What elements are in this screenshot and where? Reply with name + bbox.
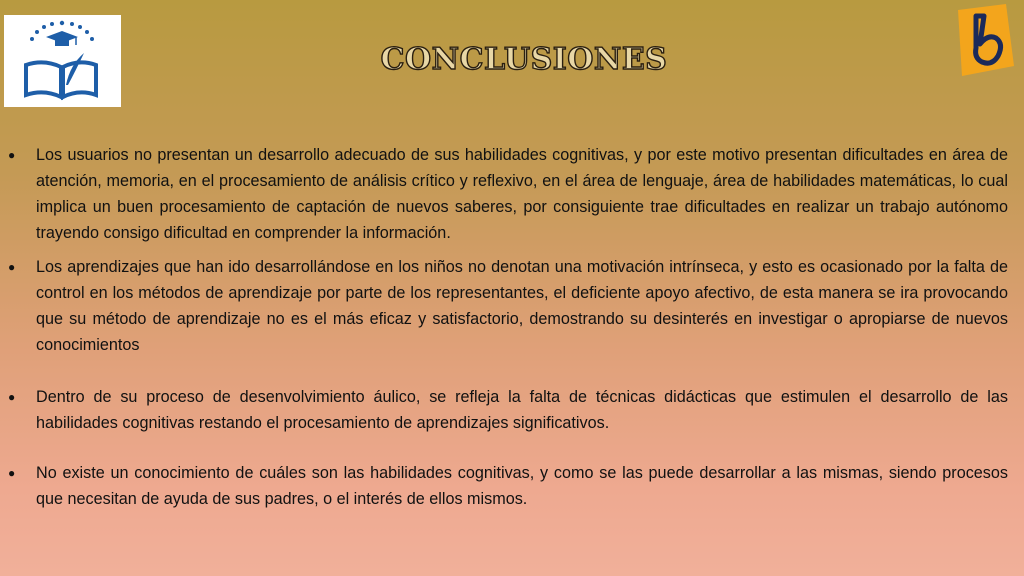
conclusions-list [8, 142, 1008, 512]
list-item [8, 254, 1008, 358]
bullet-text: No existe un conocimiento de cuáles son las habilidades cognitivas, y como se las puede desarrollar a las mismas, siendo procesos que necesitan de ayuda de sus padres, o el interés de ellos mismos. [36, 464, 1008, 508]
list-item [8, 142, 1008, 246]
bullet-icon: ● [8, 466, 16, 480]
bullet-text: Los usuarios no presentan un desarrollo adecuado de sus habilidades cognitivas, y por este motivo presentan dificultades en área de atención, memoria, en el procesamiento de análisis crítico y reflexivo, en el área de lenguaje, área de habilidades matemáticas, lo cual implica un buen procesamiento de captación de nuevos saberes, por consiguiente trae dificultades en realizar un trabajo autónomo trayendo consigo dificultad en comprender la información. [36, 146, 1008, 242]
bullet-icon: ● [8, 260, 16, 274]
page-title: CONCLUSIONES [380, 42, 668, 77]
b-letter-logo-icon [954, 4, 1018, 76]
bullet-text: Los aprendizajes que han ido desarrollándose en los niños no denotan una motivación intrínseca, y esto es ocasionado por la falta de control en los métodos de aprendizaje por parte de los representantes, el deficiente apoyo afectivo, de esta manera se ira provocando que su método de aprendizaje no es el más eficaz y satisfactorio, demostrando su desinterés en investigar o apropiarse de nuevos conocimientos [36, 258, 1008, 354]
brand-logo [954, 4, 1018, 76]
list-item [8, 384, 1008, 436]
bullet-text: Dentro de su proceso de desenvolvimiento áulico, se refleja la falta de técnicas didácticas que estimulen el desarrollo de las habilidades cognitivas restando el procesamiento de aprendizajes significativos. [36, 388, 1008, 432]
bullet-icon: ● [8, 390, 16, 404]
bullet-icon: ● [8, 148, 16, 162]
list-item [8, 460, 1008, 512]
